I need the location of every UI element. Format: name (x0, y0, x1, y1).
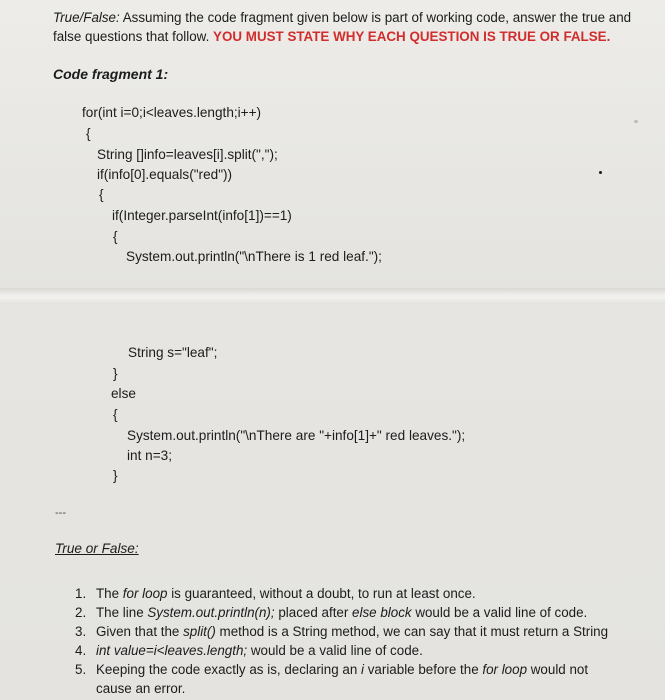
code-line-10: } (113, 366, 118, 381)
code-line-11: else (111, 386, 136, 401)
italic-term: i (361, 662, 364, 677)
code-line-12: { (113, 407, 118, 422)
question-5-continuation: cause an error. (96, 681, 186, 696)
code-line-13: System.out.println("\nThere are "+info[1]+" red leaves."); (127, 428, 466, 443)
speck-mark (634, 120, 638, 123)
question-4-text (96, 643, 423, 658)
separator: --- (55, 507, 66, 519)
question-3-text (96, 624, 608, 639)
italic-term: for loop (482, 662, 528, 677)
italic-term: for loop (122, 586, 168, 601)
italic-term: System.out.println(n); (147, 605, 275, 620)
question-fragment: Given that the (96, 624, 184, 639)
question-fragment: method is a String method, we can say that it must return a String (215, 624, 609, 639)
question-number: 2. (75, 605, 87, 620)
question-5 (75, 660, 665, 698)
question-3 (75, 622, 665, 641)
questions-list (75, 584, 665, 698)
code-line-3: String []info=leaves[i].split(","); (97, 147, 278, 162)
question-1-text (96, 586, 476, 601)
question-fragment: Keeping the code exactly as is, declaring an (96, 662, 362, 677)
code-line-8: System.out.println("\nThere is 1 red leaf."); (126, 249, 382, 264)
page-seam (0, 288, 665, 304)
code-line-9: String s="leaf"; (128, 345, 218, 360)
italic-term: int value=i<leaves.length; (96, 643, 248, 658)
question-fragment: variable before the (364, 662, 483, 677)
questions-heading: True or False: (55, 541, 139, 556)
code-line-2: { (86, 126, 91, 141)
question-2 (75, 603, 665, 622)
code-line-7: { (113, 229, 118, 244)
instructions-tf-label: True/False: (53, 10, 120, 25)
question-1 (75, 584, 665, 603)
code-line-14: int n=3; (127, 448, 172, 463)
fragment-heading: Code fragment 1: (53, 66, 169, 82)
question-number: 1. (75, 586, 87, 601)
code-line-4: if(info[0].equals("red")) (97, 167, 233, 182)
question-number: 5. (75, 662, 87, 677)
speck-mark (599, 171, 602, 174)
question-number: 3. (75, 624, 87, 639)
code-line-1: for(int i=0;i<leaves.length;i++) (82, 105, 262, 120)
question-fragment: placed after (274, 605, 353, 620)
question-fragment: The line (96, 605, 148, 620)
instructions (53, 8, 653, 46)
question-2-text (96, 605, 587, 620)
code-line-5: { (99, 187, 104, 202)
question-fragment: The (96, 586, 123, 601)
code-line-6: if(Integer.parseInt(info[1])==1) (112, 208, 292, 223)
instructions-emphasis: YOU MUST STATE WHY EACH QUESTION IS TRUE OR FALSE. (213, 29, 611, 44)
question-fragment: would be a valid line of code. (411, 605, 588, 620)
question-fragment: would not (527, 662, 589, 677)
question-fragment: would be a valid line of code. (247, 643, 423, 658)
italic-term: split() (183, 624, 216, 639)
code-line-15: } (113, 468, 118, 483)
question-5-text (96, 662, 588, 677)
question-4 (75, 641, 665, 660)
italic-term: else block (352, 605, 412, 620)
question-number: 4. (75, 643, 87, 658)
instructions-text: Assuming the code fragment given below is part of working code, answer the true and false questions that follow. (53, 10, 632, 44)
question-fragment: is guaranteed, without a doubt, to run at least once. (167, 586, 476, 601)
